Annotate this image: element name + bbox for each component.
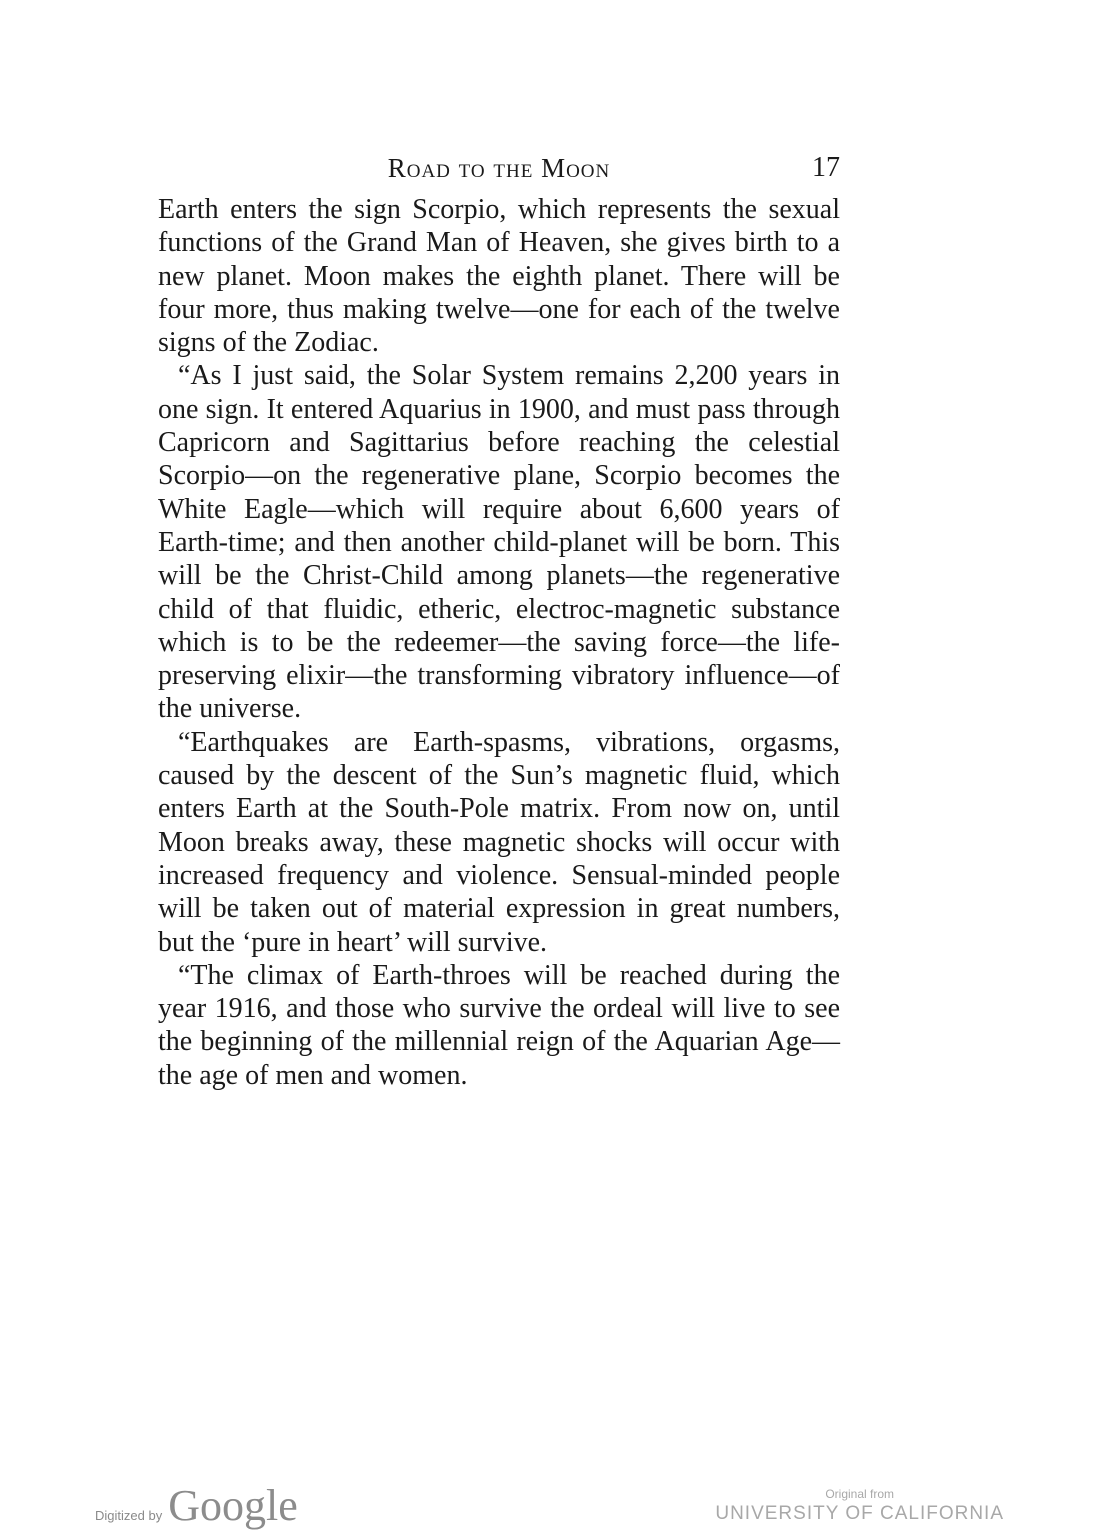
page-number: 17	[812, 152, 840, 183]
running-title: Road to the Moon	[387, 153, 611, 183]
original-from-label: Original from	[825, 1487, 895, 1501]
original-from-watermark	[715, 1486, 1004, 1526]
digitized-by-label: Digitized by	[95, 1508, 163, 1523]
body-text	[158, 193, 840, 1092]
running-head	[158, 150, 840, 190]
google-logo: Google	[168, 1481, 298, 1530]
paragraph-2: “As I just said, the Solar System remains 2,200 years in one sign. It entered Aquarius in 1900, and must pass through Capricorn and Sagittarius before reaching the celestial Scorpio—on the regenerative plane, Scorpio becomes the White Eagle—which will require about 6,600 years of Earth-time; and then another child-planet will be born. This will be the Christ-Child among planets—the regenerative child of that fluidic, etheric, electroc-magnetic substance which is to be the redeemer—the saving force—the life-preserving elixir—the transforming vibratory influence—of the universe.	[158, 360, 840, 725]
institution-name: UNIVERSITY OF CALIFORNIA	[715, 1503, 1004, 1524]
paragraph-1: Earth enters the sign Scorpio, which represents the sexual functions of the Grand Man of Heaven, she gives birth to a new planet. Moon makes the eighth planet. There will be four more, thus making twelve—one for each of the twelve signs of the Zodiac.	[158, 194, 840, 359]
digitized-by-watermark	[95, 1480, 298, 1531]
paragraph-3: “Earthquakes are Earth-spasms, vibrations, orgasms, caused by the descent of the Sun’s magnetic fluid, which enters Earth at the South-Pole matrix. From now on, until Moon breaks away, these magnetic shocks will occur with increased frequency and violence. Sensual-minded people will be taken out of material expression in great numbers, but the ‘pure in heart’ will survive.	[158, 726, 840, 958]
paragraph-4: “The climax of Earth-throes will be reached during the year 1916, and those who survive the ordeal will live to see the beginning of the millennial reign of the Aquarian Age—the age of men and women.	[158, 959, 840, 1091]
